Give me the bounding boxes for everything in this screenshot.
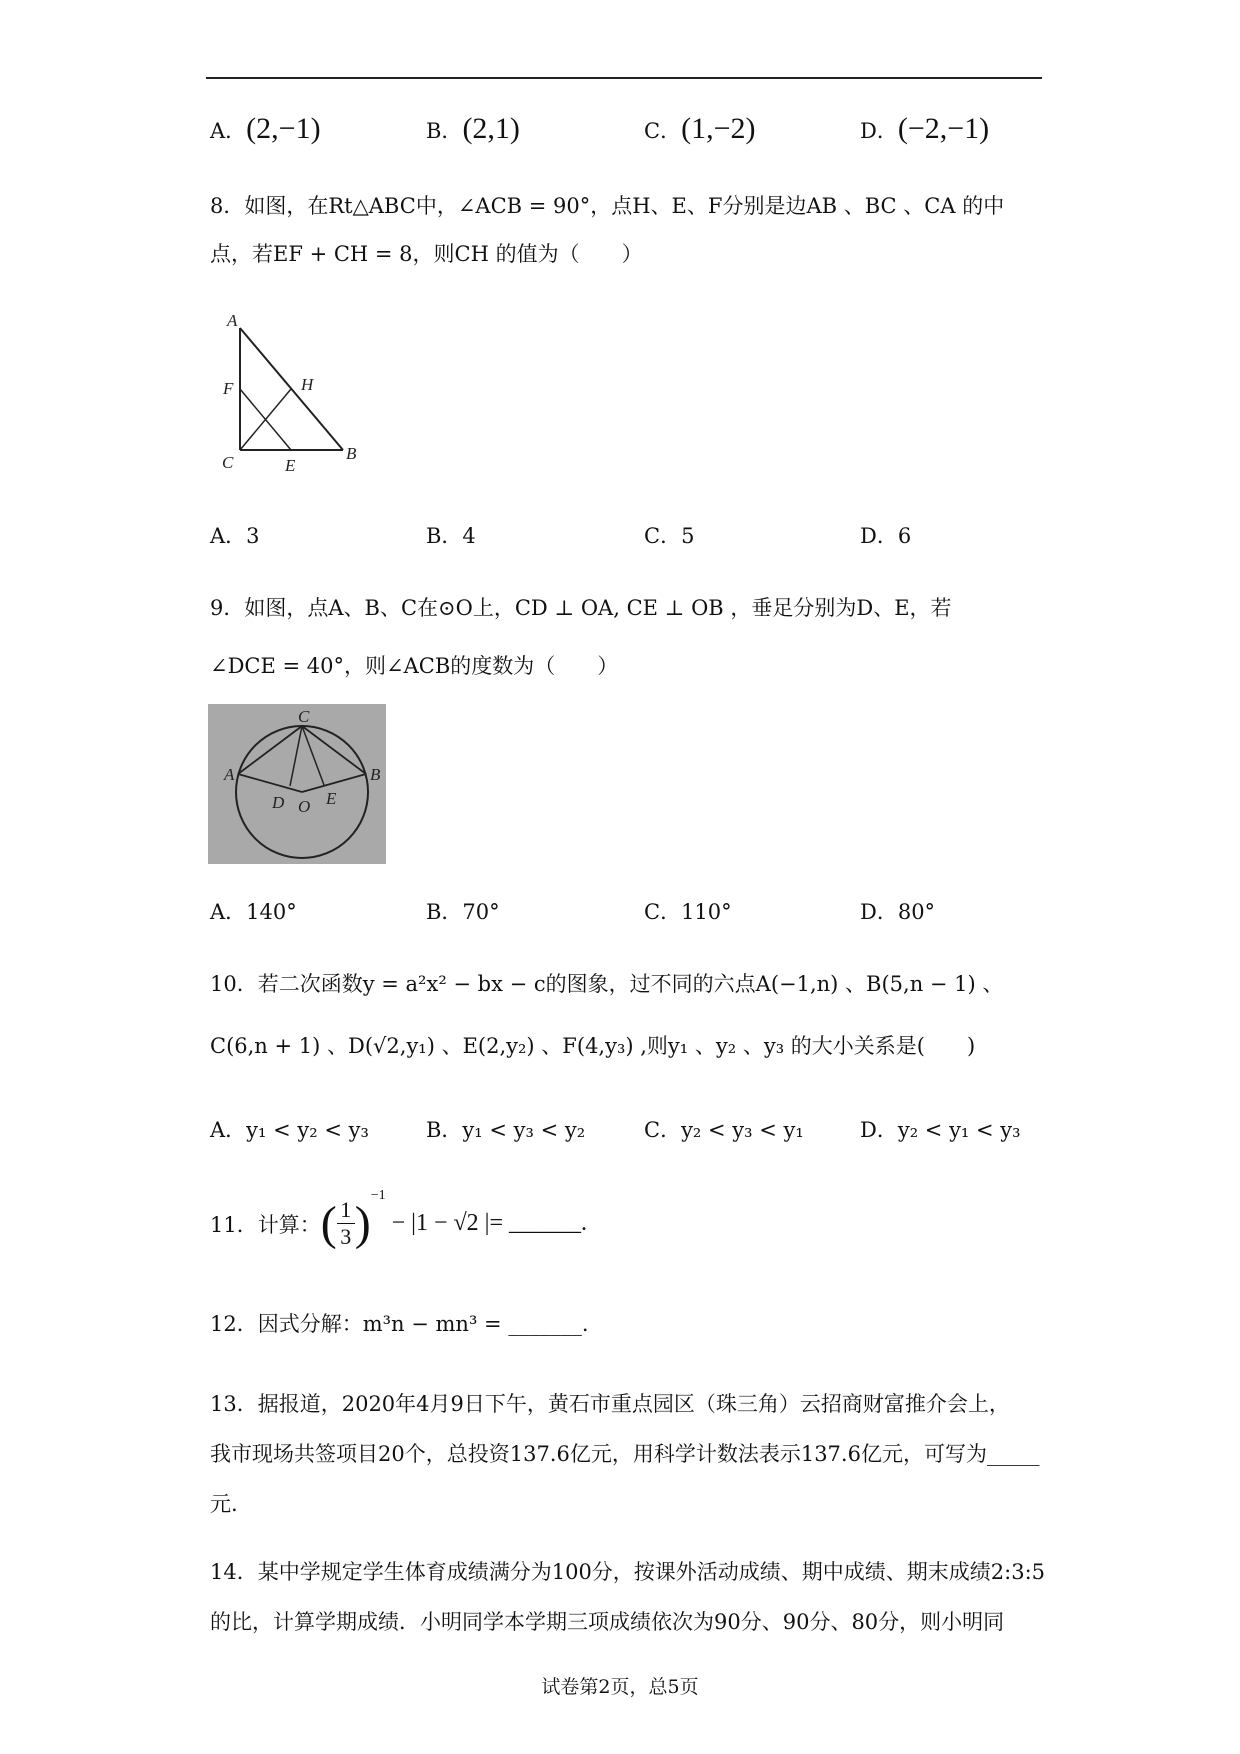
q8-option-d: D．6 (860, 524, 912, 548)
q11-paren-left: ( (320, 1197, 337, 1250)
q14-line1: 14．某中学规定学生体育成绩满分为100分，按课外活动成绩、期中成绩、期末成绩2:3:5 (210, 1560, 1046, 1584)
q7-option-a: A．(2,−1) (210, 112, 321, 145)
q10-option-d: D．y₂ < y₁ < y₃ (860, 1118, 1021, 1142)
q13-line3: 元. (210, 1492, 238, 1516)
header-rule (206, 77, 1042, 79)
q11-numerator: 1 (340, 1196, 352, 1222)
q13-line1: 13．据报道，2020年4月9日下午，黄石市重点园区（珠三角）云招商财富推介会上， (210, 1392, 1010, 1416)
q8-label-c: C (222, 453, 234, 472)
q9-option-a: A．140° (210, 900, 297, 924)
q10-option-b: B．y₁ < y₃ < y₂ (426, 1118, 586, 1142)
q8-label-b: B (346, 444, 357, 463)
q11-exponent: −1 (370, 1187, 386, 1203)
q9-option-b: B．70° (426, 900, 500, 924)
q9-label-a: A (224, 765, 235, 784)
q8-triangle-figure (215, 308, 365, 478)
q7-option-c: C．(1,−2) (644, 112, 756, 145)
q8-option-c: C．5 (644, 524, 695, 548)
q10-stem-line1: 10．若二次函数y = a²x² − bx − c的图象，过不同的六点A(−1,n) 、B(5,n − 1) 、 (210, 972, 1004, 996)
q9-stem-line2: ∠DCE = 40°，则∠ACB的度数为（ ） (210, 654, 619, 678)
q9-label-c: C (298, 707, 310, 726)
q10-option-a: A．y₁ < y₂ < y₃ (210, 1118, 369, 1142)
q8-option-a: A．3 (210, 524, 260, 548)
q7-option-b: B．(2,1) (426, 112, 520, 145)
q8-stem-line2: 点，若EF + CH = 8，则CH 的值为（ ） (210, 242, 643, 266)
q7-option-d: D．(−2,−1) (860, 112, 990, 145)
q14-line2: 的比，计算学期成绩．小明同学本学期三项成绩依次为90分、90分、80分，则小明同 (210, 1610, 1005, 1634)
q8-option-b: B．4 (426, 524, 476, 548)
q9-stem-line1: 9．如图，点A、B、C在⊙O上，CD ⊥ OA, CE ⊥ OB ，垂足分别为D、E，若 (210, 596, 952, 620)
q11-fraction (337, 1197, 355, 1251)
q9-circle-figure (208, 704, 386, 864)
q8-label-e: E (285, 456, 296, 475)
q8-label-h: H (301, 375, 314, 394)
q9-label-e: E (326, 789, 337, 808)
q12-line: 12．因式分解：m³n − mn³ = _______. (210, 1312, 589, 1336)
q9-label-b: B (370, 765, 381, 784)
q8-stem-line1: 8．如图，在Rt△ABC中，∠ACB = 90°，点H、E、F分别是边AB 、BC 、CA 的中 (210, 194, 1005, 218)
q9-label-o: O (298, 797, 311, 816)
q11-rest: − |1 − √2 |= ______. (391, 1210, 587, 1236)
q13-line2: 我市现场共签项目20个，总投资137.6亿元，用科学计数法表示137.6亿元，可写为_____ (210, 1442, 1040, 1466)
q9-photo-background (208, 704, 386, 864)
page-footer: 试卷第2页，总5页 (541, 1676, 699, 1698)
q10-option-c: C．y₂ < y₃ < y₁ (644, 1118, 804, 1142)
q11-line (210, 1187, 587, 1251)
q11-paren-right: ) (354, 1197, 371, 1250)
q9-label-d: D (272, 793, 285, 812)
q11-denominator: 3 (340, 1224, 352, 1249)
q9-option-c: C．110° (644, 900, 732, 924)
q9-option-d: D．80° (860, 900, 936, 924)
q11-prefix: 11．计算： (210, 1212, 321, 1237)
q10-stem-line2: C(6,n + 1) 、D(√2,y₁) 、E(2,y₂) 、F(4,y₃) ,则y₁ 、y₂ 、y₃ 的大小关系是( ) (210, 1034, 976, 1058)
q8-label-a: A (227, 311, 238, 330)
q8-label-f: F (223, 379, 234, 398)
